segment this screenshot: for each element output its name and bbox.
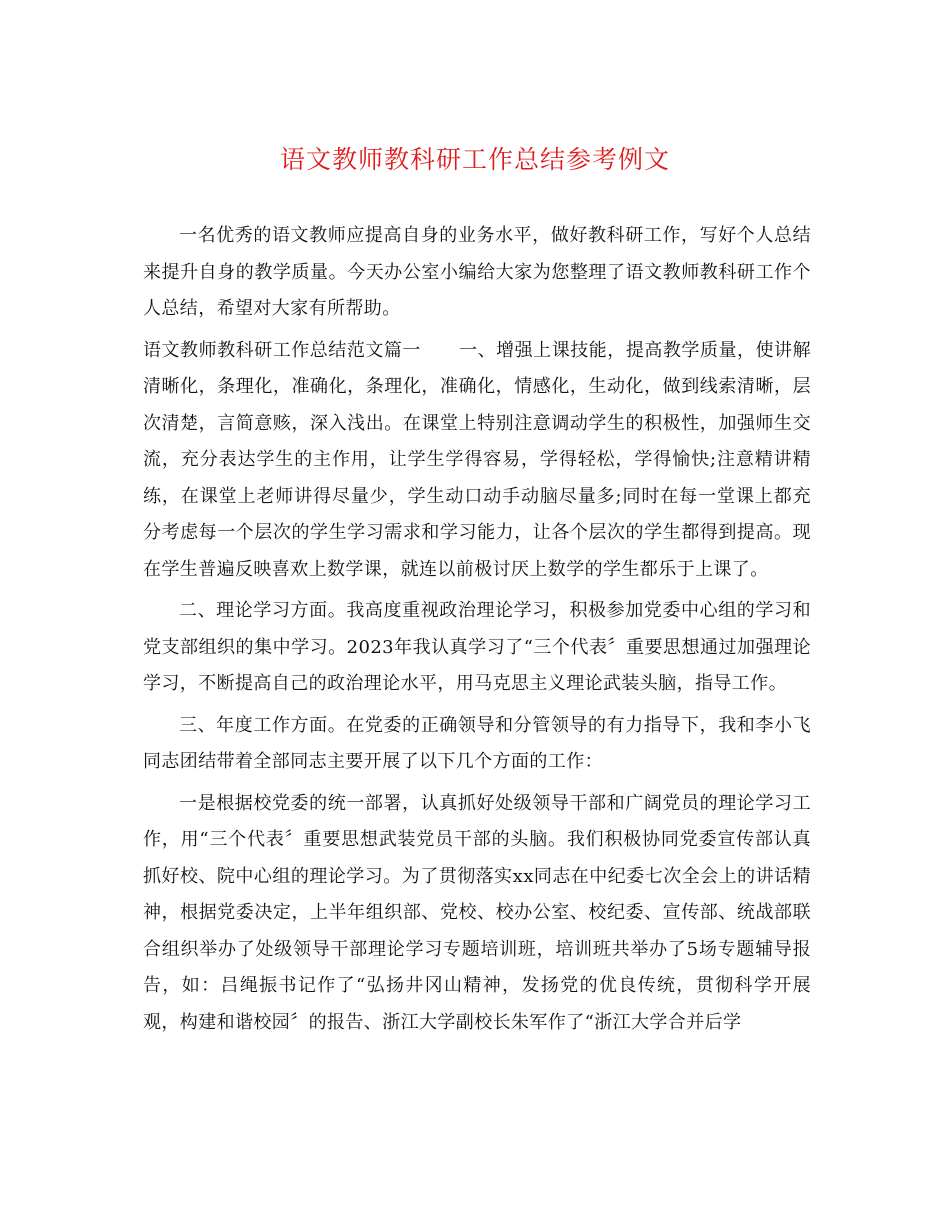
document-title: 语文教师教科研工作总结参考例文	[279, 145, 670, 174]
annual-work-paragraph: 三、年度工作方面。在党委的正确领导和分管领导的有力指导下，我和李小飞同志团结带着全部同志主要开展了以下几个方面的工作：	[143, 714, 811, 772]
theory-paragraph: 二、理论学习方面。我高度重视政治理论学习，积极参加党委中心组的学习和党支部组织的集中学习。2023年我认真学习了“三个代表〞重要思想通过加强理论学习，不断提高自己的政治理论水平，用马克思主义理论武装头脑，指导工作。	[143, 600, 811, 694]
intro-paragraph: 一名优秀的语文教师应提高自身的业务水平，做好教科研工作，写好个人总结来提升自身的教学质量。今天办公室小编给大家为您整理了语文教师教科研工作个人总结，希望对大家有所帮助。	[143, 225, 811, 319]
section-one-body: 一、增强上课技能，提高教学质量，使讲解清晰化，条理化，准确化，条理化，准确化，情感化，生动化，做到线索清晰，层次清楚，言简意赅，深入浅出。在课堂上特别注意调动学生的积极性，加强师生交流，充分表达学生的主作用，让学生学得容易，学得轻松，学得愉快;注意精讲精练，在课堂上老师讲得尽量少，学生动口动手动脑尽量多;同时在每一堂课上都充分考虑每一个层次的学生学习需求和学习能力，让各个层次的学生都得到提高。现在学生普遍反映喜欢上数学课，就连以前极讨厌上数学的学生都乐于上课了。	[143, 339, 811, 580]
document-body	[143, 218, 811, 1046]
first-item-paragraph: 一是根据校党委的统一部署，认真抓好处级领导干部和广阔党员的理论学习工作，用“三个代表〞重要思想武装党员干部的头脑。我们积极协同党委宣传部认真抓好校、院中心组的理论学习。为了贯彻落实xx同志在中纪委七次全会上的讲话精神，根据党委决定，上半年组织部、党校、校办公室、校纪委、宣传部、统战部联合组织举办了处级领导干部理论学习专题培训班，培训班共举办了5场专题辅导报告，如：吕绳振书记作了“弘扬井冈山精神，发扬党的优良传统，贯彻科学开展观，构建和谐校园〞的报告、浙江大学副校长朱军作了“浙江大学合并后学	[143, 792, 811, 1033]
section-one-paragraph	[143, 333, 811, 589]
section-heading: 语文教师教科研工作总结范文篇一	[143, 339, 421, 361]
